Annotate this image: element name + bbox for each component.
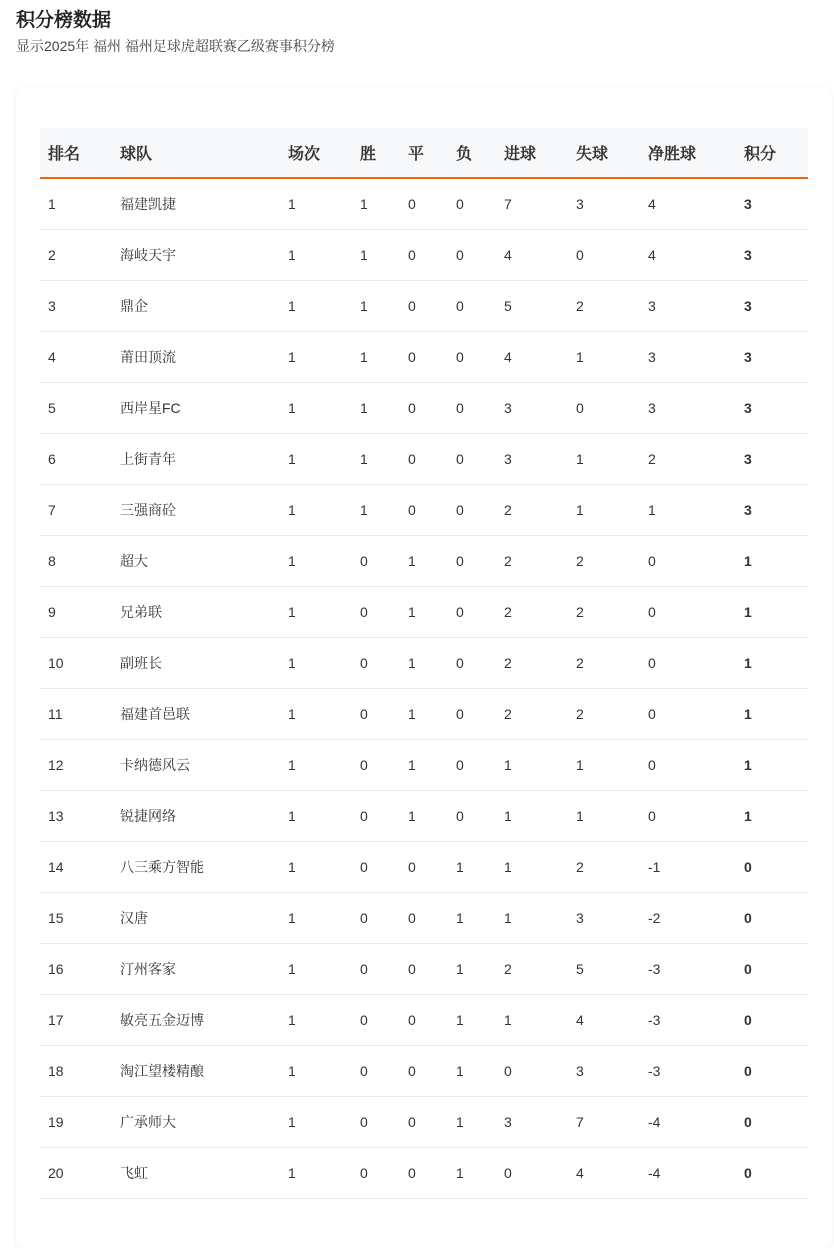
cell-goals-against: 2 — [568, 587, 640, 638]
cell-team: 八三乘方智能 — [112, 842, 280, 893]
cell-rank: 10 — [40, 638, 112, 689]
cell-goals-for: 0 — [496, 1148, 568, 1199]
cell-win: 0 — [352, 944, 400, 995]
column-header-draw[interactable]: 平 — [400, 128, 448, 178]
cell-played: 1 — [280, 944, 352, 995]
cell-points: 3 — [736, 332, 808, 383]
cell-goals-for: 1 — [496, 995, 568, 1046]
cell-goal-difference: 4 — [640, 178, 736, 230]
cell-goals-for: 1 — [496, 842, 568, 893]
cell-goals-for: 2 — [496, 536, 568, 587]
table-row[interactable] — [40, 332, 808, 383]
cell-team: 汀州客家 — [112, 944, 280, 995]
cell-points: 0 — [736, 1097, 808, 1148]
cell-points: 1 — [736, 587, 808, 638]
cell-points: 0 — [736, 1148, 808, 1199]
cell-draw: 0 — [400, 1046, 448, 1097]
cell-loss: 1 — [448, 893, 496, 944]
cell-team: 广承师大 — [112, 1097, 280, 1148]
cell-rank: 9 — [40, 587, 112, 638]
cell-goals-against: 4 — [568, 995, 640, 1046]
cell-goal-difference: 3 — [640, 383, 736, 434]
cell-points: 3 — [736, 178, 808, 230]
cell-goals-for: 2 — [496, 689, 568, 740]
cell-goals-against: 2 — [568, 638, 640, 689]
table-row[interactable] — [40, 995, 808, 1046]
table-header — [40, 128, 808, 178]
cell-goals-against: 1 — [568, 434, 640, 485]
cell-goals-against: 7 — [568, 1097, 640, 1148]
cell-win: 0 — [352, 1046, 400, 1097]
cell-win: 1 — [352, 178, 400, 230]
cell-loss: 0 — [448, 536, 496, 587]
table-row[interactable] — [40, 230, 808, 281]
cell-goals-against: 0 — [568, 230, 640, 281]
cell-goals-for: 3 — [496, 1097, 568, 1148]
cell-win: 0 — [352, 587, 400, 638]
cell-draw: 1 — [400, 536, 448, 587]
table-row[interactable] — [40, 638, 808, 689]
cell-points: 0 — [736, 842, 808, 893]
cell-draw: 1 — [400, 740, 448, 791]
cell-played: 1 — [280, 281, 352, 332]
cell-draw: 0 — [400, 995, 448, 1046]
cell-rank: 7 — [40, 485, 112, 536]
cell-goals-for: 2 — [496, 944, 568, 995]
cell-goals-against: 1 — [568, 485, 640, 536]
cell-draw: 0 — [400, 383, 448, 434]
cell-played: 1 — [280, 383, 352, 434]
cell-goals-against: 3 — [568, 178, 640, 230]
cell-played: 1 — [280, 434, 352, 485]
cell-win: 1 — [352, 434, 400, 485]
cell-win: 0 — [352, 893, 400, 944]
cell-loss: 0 — [448, 332, 496, 383]
cell-loss: 1 — [448, 1097, 496, 1148]
cell-goals-for: 2 — [496, 587, 568, 638]
cell-team: 福建首邑联 — [112, 689, 280, 740]
cell-points: 0 — [736, 1046, 808, 1097]
cell-draw: 0 — [400, 1148, 448, 1199]
cell-win: 0 — [352, 791, 400, 842]
cell-played: 1 — [280, 638, 352, 689]
cell-points: 0 — [736, 893, 808, 944]
cell-team: 鼎企 — [112, 281, 280, 332]
cell-win: 1 — [352, 230, 400, 281]
cell-team: 敏亮五金迈博 — [112, 995, 280, 1046]
cell-loss: 0 — [448, 230, 496, 281]
cell-rank: 18 — [40, 1046, 112, 1097]
cell-goals-for: 5 — [496, 281, 568, 332]
cell-goals-for: 4 — [496, 230, 568, 281]
cell-loss: 1 — [448, 842, 496, 893]
cell-win: 1 — [352, 281, 400, 332]
table-row[interactable] — [40, 178, 808, 230]
cell-goal-difference: 3 — [640, 332, 736, 383]
table-row[interactable] — [40, 1046, 808, 1097]
cell-goals-against: 4 — [568, 1148, 640, 1199]
cell-rank: 3 — [40, 281, 112, 332]
cell-points: 0 — [736, 995, 808, 1046]
cell-goals-against: 1 — [568, 332, 640, 383]
cell-loss: 0 — [448, 740, 496, 791]
cell-draw: 0 — [400, 1097, 448, 1148]
cell-goal-difference: -4 — [640, 1097, 736, 1148]
column-header-played[interactable]: 场次 — [280, 128, 352, 178]
standings-card — [16, 88, 832, 1248]
cell-draw: 0 — [400, 434, 448, 485]
cell-loss: 0 — [448, 689, 496, 740]
cell-win: 1 — [352, 383, 400, 434]
cell-rank: 11 — [40, 689, 112, 740]
cell-team: 三强商砼 — [112, 485, 280, 536]
cell-team: 淘江望楼精酿 — [112, 1046, 280, 1097]
cell-rank: 20 — [40, 1148, 112, 1199]
cell-loss: 1 — [448, 944, 496, 995]
table-row[interactable] — [40, 587, 808, 638]
column-header-loss[interactable]: 负 — [448, 128, 496, 178]
cell-goals-against: 1 — [568, 740, 640, 791]
cell-played: 1 — [280, 485, 352, 536]
cell-loss: 0 — [448, 383, 496, 434]
cell-goal-difference: 4 — [640, 230, 736, 281]
standings-table — [40, 128, 808, 1199]
cell-team: 卡纳德风云 — [112, 740, 280, 791]
cell-rank: 16 — [40, 944, 112, 995]
cell-loss: 0 — [448, 281, 496, 332]
cell-played: 1 — [280, 893, 352, 944]
column-header-points[interactable]: 积分 — [736, 128, 808, 178]
table-row[interactable] — [40, 944, 808, 995]
cell-draw: 0 — [400, 178, 448, 230]
column-header-goals-against[interactable]: 失球 — [568, 128, 640, 178]
cell-points: 1 — [736, 791, 808, 842]
cell-rank: 2 — [40, 230, 112, 281]
table-row[interactable] — [40, 740, 808, 791]
cell-team: 莆田顶流 — [112, 332, 280, 383]
cell-goals-against: 1 — [568, 791, 640, 842]
cell-played: 1 — [280, 740, 352, 791]
cell-win: 1 — [352, 332, 400, 383]
cell-rank: 5 — [40, 383, 112, 434]
cell-points: 1 — [736, 740, 808, 791]
cell-win: 1 — [352, 485, 400, 536]
cell-win: 0 — [352, 842, 400, 893]
cell-goals-against: 3 — [568, 893, 640, 944]
cell-draw: 1 — [400, 689, 448, 740]
cell-draw: 0 — [400, 893, 448, 944]
cell-win: 0 — [352, 1097, 400, 1148]
table-row[interactable] — [40, 893, 808, 944]
column-header-team[interactable]: 球队 — [112, 128, 280, 178]
cell-points: 0 — [736, 944, 808, 995]
cell-points: 3 — [736, 485, 808, 536]
cell-team: 福建凯捷 — [112, 178, 280, 230]
cell-played: 1 — [280, 791, 352, 842]
cell-loss: 0 — [448, 178, 496, 230]
cell-rank: 14 — [40, 842, 112, 893]
cell-played: 1 — [280, 995, 352, 1046]
cell-goals-for: 4 — [496, 332, 568, 383]
cell-team: 飞虹 — [112, 1148, 280, 1199]
cell-loss: 0 — [448, 638, 496, 689]
cell-team: 锐捷网络 — [112, 791, 280, 842]
table-row[interactable] — [40, 434, 808, 485]
cell-loss: 1 — [448, 1046, 496, 1097]
cell-team: 汉唐 — [112, 893, 280, 944]
cell-goal-difference: 0 — [640, 536, 736, 587]
cell-played: 1 — [280, 230, 352, 281]
table-row[interactable] — [40, 1097, 808, 1148]
cell-goals-for: 0 — [496, 1046, 568, 1097]
cell-rank: 15 — [40, 893, 112, 944]
cell-played: 1 — [280, 587, 352, 638]
cell-team: 超大 — [112, 536, 280, 587]
column-header-rank[interactable]: 排名 — [40, 128, 112, 178]
cell-draw: 1 — [400, 587, 448, 638]
cell-points: 1 — [736, 689, 808, 740]
cell-rank: 8 — [40, 536, 112, 587]
cell-goals-for: 3 — [496, 434, 568, 485]
cell-played: 1 — [280, 842, 352, 893]
page-title: 积分榜数据 — [16, 10, 112, 31]
cell-goal-difference: 1 — [640, 485, 736, 536]
cell-rank: 19 — [40, 1097, 112, 1148]
cell-rank: 12 — [40, 740, 112, 791]
table-row[interactable] — [40, 536, 808, 587]
cell-loss: 0 — [448, 485, 496, 536]
cell-draw: 0 — [400, 230, 448, 281]
cell-goal-difference: 3 — [640, 281, 736, 332]
cell-rank: 13 — [40, 791, 112, 842]
cell-points: 1 — [736, 638, 808, 689]
cell-goals-for: 3 — [496, 383, 568, 434]
cell-goals-for: 2 — [496, 485, 568, 536]
cell-draw: 0 — [400, 485, 448, 536]
cell-goals-for: 1 — [496, 740, 568, 791]
column-header-goal-difference[interactable]: 净胜球 — [640, 128, 736, 178]
table-row[interactable] — [40, 842, 808, 893]
cell-win: 0 — [352, 740, 400, 791]
cell-goals-for: 1 — [496, 893, 568, 944]
cell-draw: 0 — [400, 944, 448, 995]
cell-goals-against: 2 — [568, 536, 640, 587]
cell-team: 副班长 — [112, 638, 280, 689]
cell-played: 1 — [280, 1097, 352, 1148]
cell-goal-difference: 0 — [640, 638, 736, 689]
cell-points: 3 — [736, 434, 808, 485]
cell-goal-difference: 0 — [640, 791, 736, 842]
header-row — [40, 128, 808, 178]
cell-points: 1 — [736, 536, 808, 587]
cell-played: 1 — [280, 332, 352, 383]
cell-points: 3 — [736, 230, 808, 281]
cell-win: 0 — [352, 995, 400, 1046]
cell-goals-against: 2 — [568, 689, 640, 740]
cell-loss: 1 — [448, 995, 496, 1046]
cell-goals-for: 7 — [496, 178, 568, 230]
cell-goal-difference: 0 — [640, 587, 736, 638]
table-row[interactable] — [40, 383, 808, 434]
cell-team: 上街青年 — [112, 434, 280, 485]
cell-goal-difference: -3 — [640, 1046, 736, 1097]
cell-goals-for: 1 — [496, 791, 568, 842]
cell-goal-difference: 2 — [640, 434, 736, 485]
cell-goal-difference: -3 — [640, 944, 736, 995]
cell-loss: 0 — [448, 434, 496, 485]
cell-draw: 1 — [400, 791, 448, 842]
table-row[interactable] — [40, 281, 808, 332]
cell-win: 0 — [352, 689, 400, 740]
page-subtitle: 显示2025年 福州 福州足球虎超联赛乙级赛事积分榜 — [16, 38, 335, 54]
cell-draw: 1 — [400, 638, 448, 689]
cell-rank: 1 — [40, 178, 112, 230]
cell-goal-difference: -3 — [640, 995, 736, 1046]
cell-goals-for: 2 — [496, 638, 568, 689]
cell-points: 3 — [736, 383, 808, 434]
cell-points: 3 — [736, 281, 808, 332]
table-body — [40, 178, 808, 1199]
cell-loss: 0 — [448, 791, 496, 842]
table-row[interactable] — [40, 485, 808, 536]
cell-played: 1 — [280, 536, 352, 587]
cell-goals-against: 3 — [568, 1046, 640, 1097]
cell-played: 1 — [280, 1148, 352, 1199]
cell-rank: 4 — [40, 332, 112, 383]
cell-win: 0 — [352, 536, 400, 587]
cell-goal-difference: -2 — [640, 893, 736, 944]
cell-team: 西岸星FC — [112, 383, 280, 434]
cell-goals-against: 2 — [568, 281, 640, 332]
column-header-win[interactable]: 胜 — [352, 128, 400, 178]
table-row[interactable] — [40, 791, 808, 842]
cell-goal-difference: 0 — [640, 689, 736, 740]
cell-draw: 0 — [400, 332, 448, 383]
cell-loss: 1 — [448, 1148, 496, 1199]
cell-played: 1 — [280, 178, 352, 230]
cell-win: 0 — [352, 1148, 400, 1199]
cell-goals-against: 5 — [568, 944, 640, 995]
cell-goals-against: 0 — [568, 383, 640, 434]
cell-played: 1 — [280, 1046, 352, 1097]
table-row[interactable] — [40, 1148, 808, 1199]
cell-rank: 6 — [40, 434, 112, 485]
cell-team: 兄弟联 — [112, 587, 280, 638]
cell-loss: 0 — [448, 587, 496, 638]
table-row[interactable] — [40, 689, 808, 740]
column-header-goals-for[interactable]: 进球 — [496, 128, 568, 178]
cell-goal-difference: 0 — [640, 740, 736, 791]
cell-draw: 0 — [400, 281, 448, 332]
cell-win: 0 — [352, 638, 400, 689]
cell-draw: 0 — [400, 842, 448, 893]
cell-team: 海岐天宇 — [112, 230, 280, 281]
cell-rank: 17 — [40, 995, 112, 1046]
cell-goal-difference: -4 — [640, 1148, 736, 1199]
cell-goals-against: 2 — [568, 842, 640, 893]
cell-goal-difference: -1 — [640, 842, 736, 893]
cell-played: 1 — [280, 689, 352, 740]
